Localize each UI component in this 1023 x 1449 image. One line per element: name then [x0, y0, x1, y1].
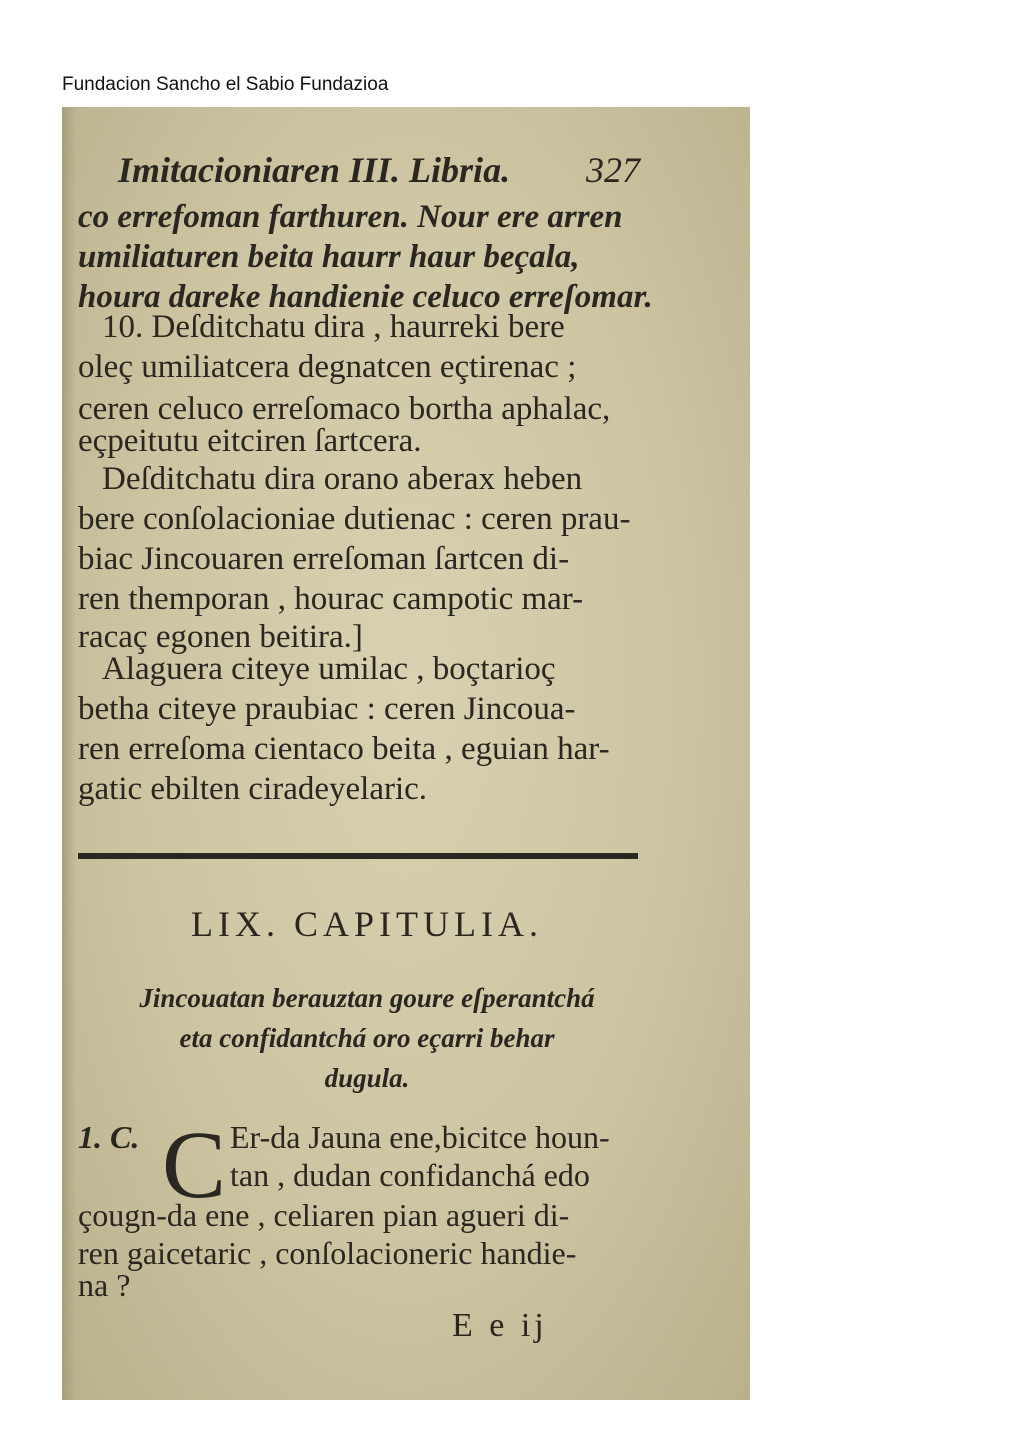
intro-line: umiliaturen beita haurr haur beçala,	[78, 239, 580, 275]
intro-line: houra dareke handienie celuco erreſomar.	[78, 279, 653, 315]
para10-line: eçpeitutu eitciren ſartcera.	[78, 423, 422, 459]
page-number: 327	[586, 150, 640, 190]
scanned-page	[62, 107, 750, 1400]
verse-line: çougn-da ene , celiaren pian agueri di-	[78, 1197, 570, 1233]
verse-label: 1. C.	[78, 1119, 140, 1155]
paragraph-line: Deſditchatu dira orano aberax heben	[102, 461, 583, 497]
paragraph-line: bere conſolacioniae dutienac : ceren prau-	[78, 501, 631, 537]
section-divider	[78, 853, 638, 859]
chapter-subtitle-line: eta confidantchá oro eçarri behar	[179, 1023, 555, 1053]
para10-line: oleç umiliatcera degnatcen eçtirenac ;	[78, 349, 577, 385]
verse-line: na ?	[78, 1267, 131, 1303]
drop-cap: C	[162, 1111, 227, 1218]
para10-line: ceren celuco erreſomaco bortha aphalac,	[78, 391, 611, 427]
paragraph-line: racaç egonen beitira.]	[78, 619, 363, 655]
verse-line: Er-da Jauna ene,bicitce houn-	[230, 1119, 610, 1155]
paragraph-line: biac Jincouaren erreſoman ſartcen di-	[78, 541, 570, 577]
chapter-subtitle-line: Jincouatan berauztan goure eſperantchá	[139, 983, 595, 1013]
paragraph-line: Alaguera citeye umilac , boçtarioç	[102, 651, 556, 687]
paragraph-line: ren themporan , hourac campotic mar-	[78, 581, 584, 617]
verse-line: tan , dudan confidanchá edo	[230, 1157, 590, 1193]
intro-line: co errefoman farthuren. Nour ere arren	[78, 199, 623, 235]
paragraph-line: ren erreſoma cientaco beita , eguian har-	[78, 731, 610, 767]
para10-line: 10. Deſditchatu dira , haurreki bere	[102, 309, 565, 345]
watermark-label: Fundacion Sancho el Sabio Fundazioa	[62, 74, 389, 95]
running-head: Imitacioniaren III. Libria.	[118, 150, 511, 190]
chapter-title: LIX. CAPITULIA.	[191, 904, 543, 944]
signature-mark: E e ij	[452, 1307, 548, 1344]
paragraph-line: gatic ebilten ciradeyelaric.	[78, 771, 428, 807]
paragraph-line: betha citeye praubiac : ceren Jincoua-	[78, 691, 576, 727]
chapter-subtitle-line: dugula.	[324, 1063, 410, 1093]
verse-line: ren gaicetaric , conſolacioneric handie-	[78, 1235, 577, 1271]
